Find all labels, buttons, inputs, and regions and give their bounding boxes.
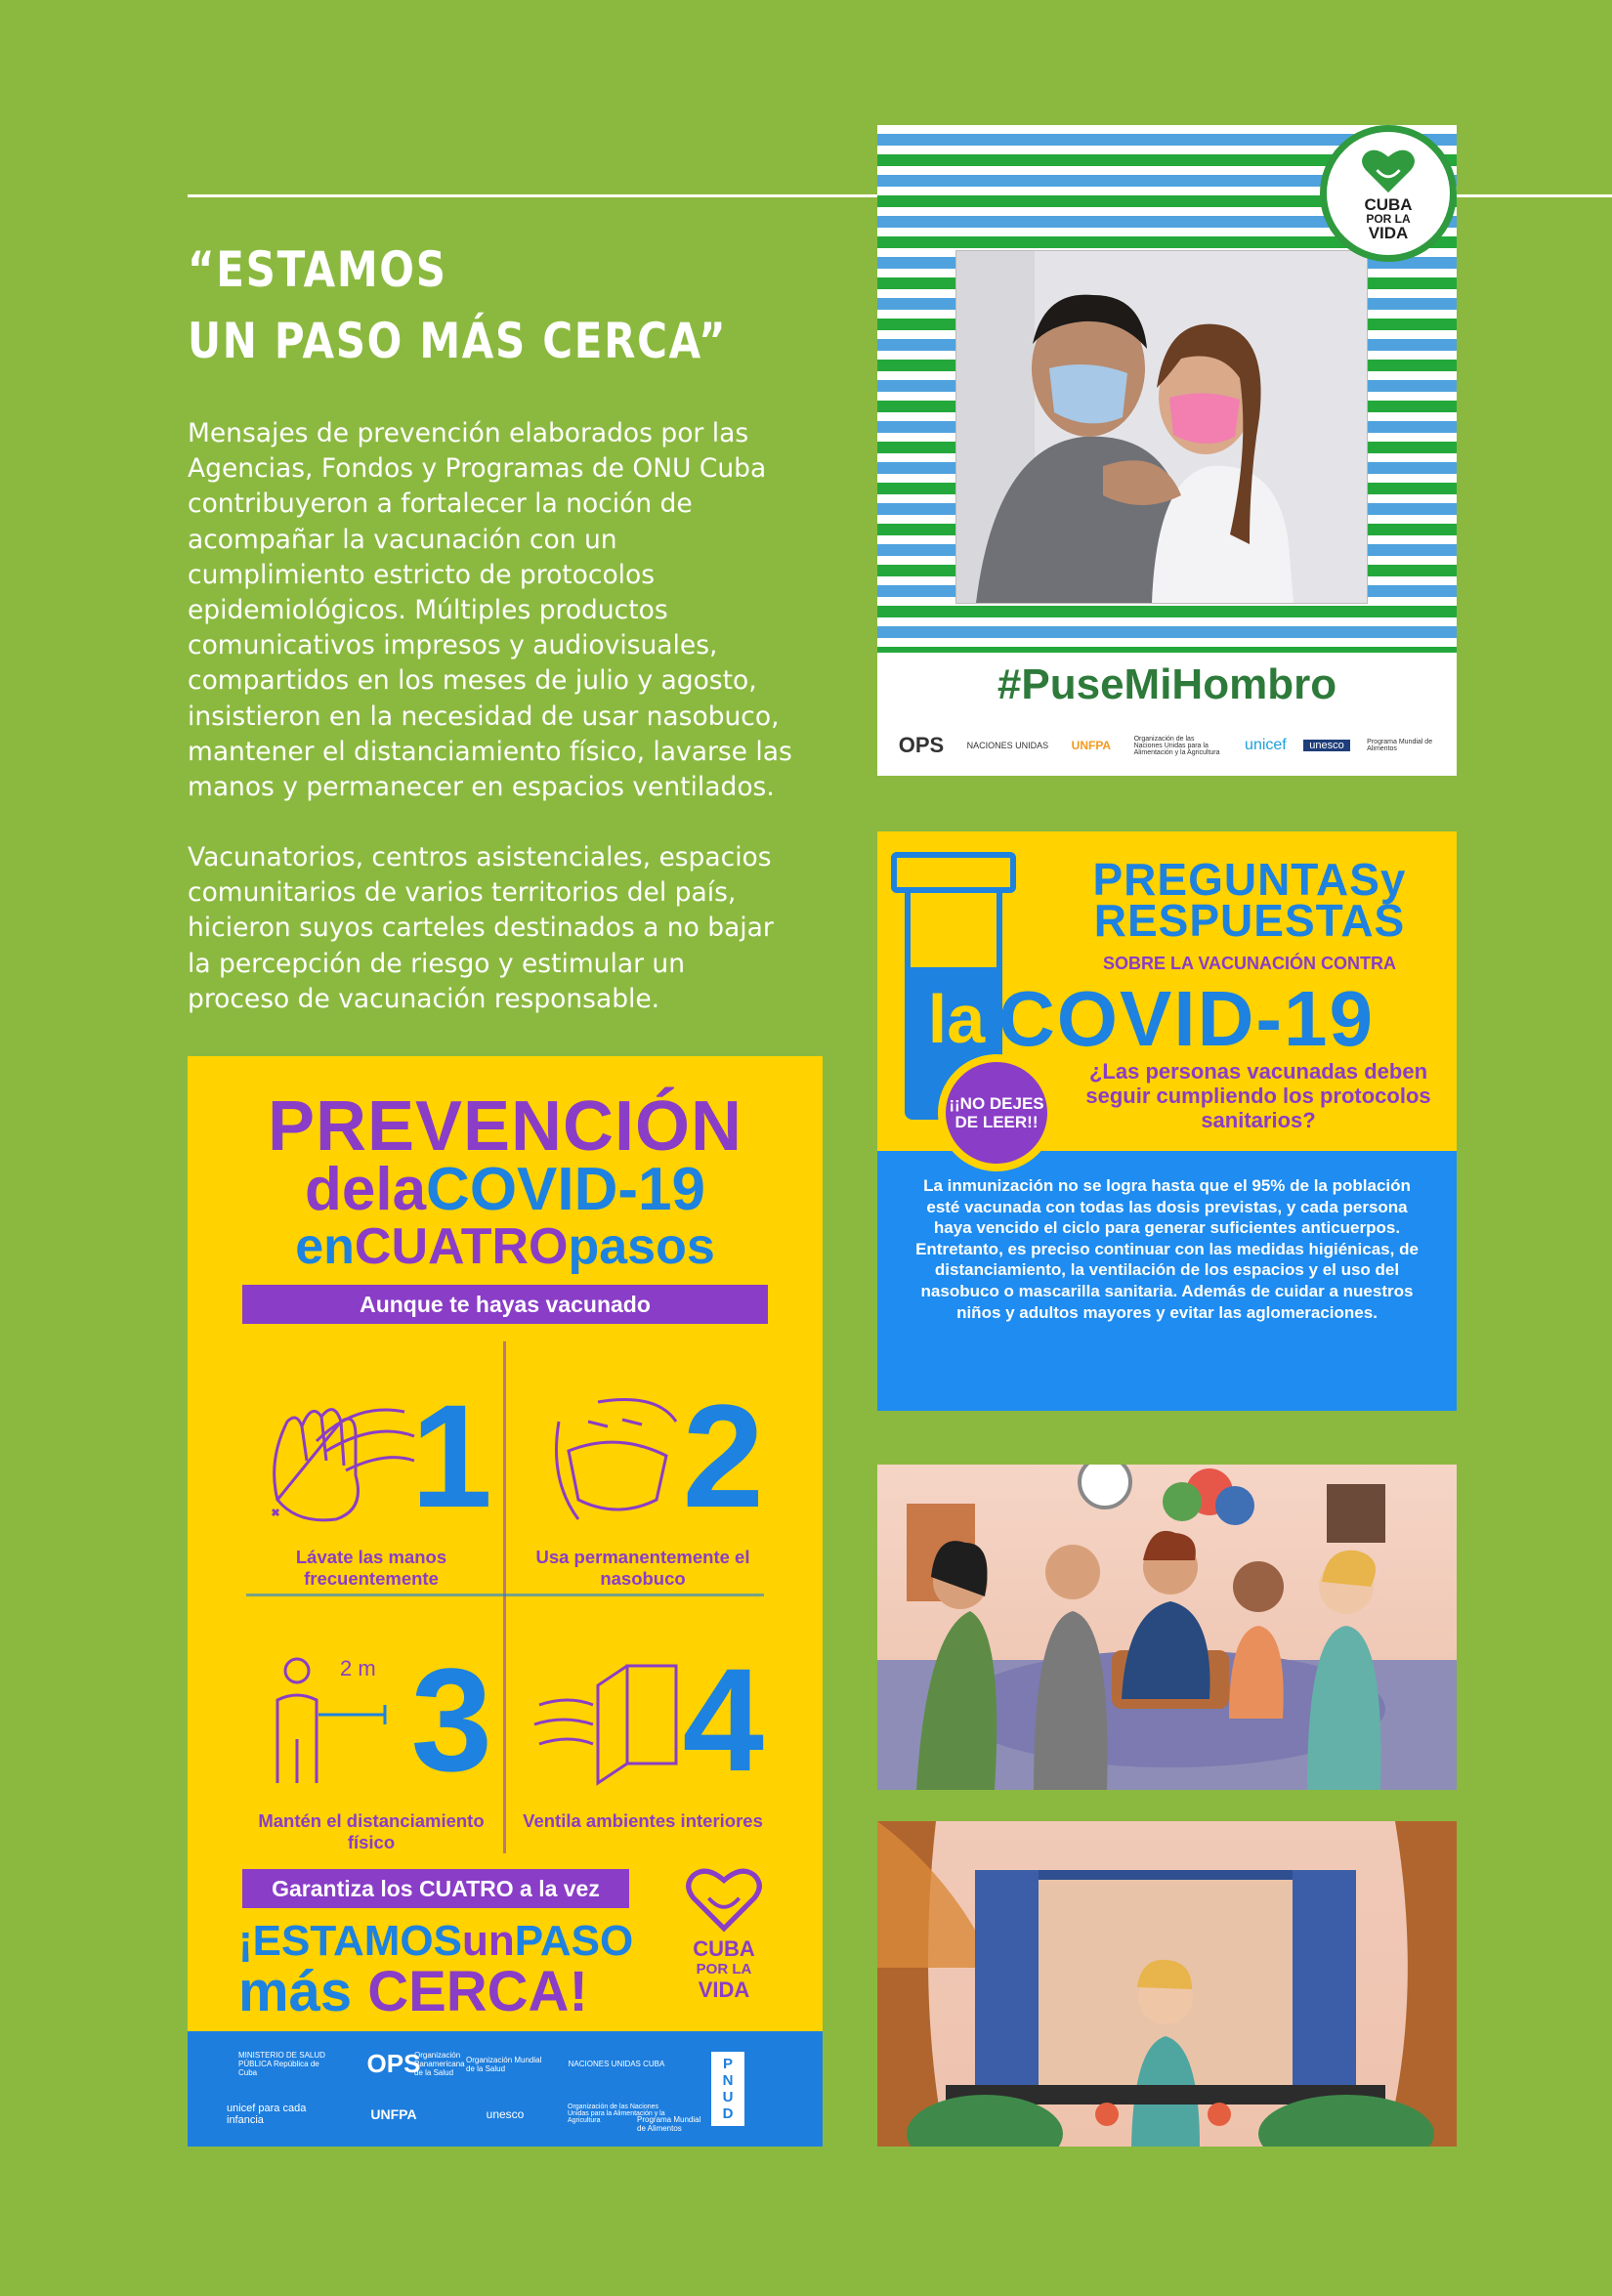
grid-vertical-divider — [503, 1341, 506, 1853]
partner-logos-strip — [877, 715, 1457, 776]
step-2-caption: Usa permanentemente el nasobuco — [535, 1547, 750, 1589]
qa-covid-title: COVID-19 — [998, 975, 1375, 1062]
grid-horizontal-divider — [246, 1594, 764, 1596]
poster-cuba-por-la-vida-logo — [670, 1865, 778, 2000]
article-paragraph-2: Vacunatorios, centros asistenciales, espacios comunitarios de varios territorios del país, hicieron suyos carteles destinados a no bajar la percepción de riesgo y estimular un proceso de vacunación responsable. — [188, 842, 774, 1014]
window-waving-illustration — [877, 1821, 1457, 2147]
person-distance-icon — [258, 1646, 424, 1793]
step-1 — [244, 1355, 498, 1590]
qa-header — [877, 831, 1457, 1151]
step-1-number: 1 — [410, 1374, 492, 1538]
step-1-caption: Lávate las manos frecuentemente — [295, 1547, 447, 1589]
oms-logo: Organización Mundial de la Salud — [466, 2055, 542, 2073]
qa-la: la — [914, 974, 998, 1064]
qa-heading-line-2: RESPUESTAS — [1093, 895, 1406, 946]
qa-question: ¿Las personas vacunadas deben seguir cumpliendo los protocolos sanitarios? — [1085, 1059, 1431, 1132]
unicef-logo: unicef para cada infancia — [227, 2102, 307, 2126]
poster-covid: COVID-19 — [426, 1156, 706, 1223]
face-mask-icon — [530, 1382, 696, 1529]
unicef-logo: unicef — [1245, 737, 1287, 753]
preguntas-respuestas-card — [877, 831, 1457, 1411]
slogan-line-2 — [238, 1960, 633, 2023]
poster-dela: dela — [304, 1156, 427, 1223]
step-2-number: 2 — [682, 1374, 764, 1538]
pnud-letter-d: D — [722, 2105, 734, 2122]
step-3 — [244, 1619, 498, 1853]
poster-partner-logos — [188, 2031, 823, 2147]
birthday-party-illustration — [877, 1465, 1457, 1790]
unfpa-logo: UNFPA — [1071, 739, 1112, 752]
no-dejes-de-leer-badge: ¡¡NO DEJES DE LEER!! — [938, 1054, 1055, 1171]
un-logo: NACIONES UNIDAS — [966, 741, 1049, 750]
fao-logo: Organización de las Naciones Unidas para la Alimentación y la Agricultura — [568, 2104, 665, 2124]
qa-heading — [1059, 854, 1440, 946]
heart-icon — [1358, 146, 1419, 196]
step-4-number: 4 — [682, 1637, 764, 1802]
logo-line-3: VIDA — [1368, 224, 1409, 242]
title-line-1: “ESTAMOS — [188, 241, 447, 298]
slogan-paso: PASO — [514, 1917, 634, 1965]
pnud-letter-n: N — [722, 2072, 734, 2089]
poster-cuatro: CUATRO — [354, 1218, 569, 1275]
step-4 — [516, 1619, 770, 1853]
qa-heading-line-1: PREGUNTASy — [1092, 854, 1407, 905]
step-3-caption: Mantén el distanciamiento físico — [258, 1810, 485, 1852]
article-paragraph-1: Mensajes de prevención elaborados por las Agencias, Fondos y Programas de ONU Cuba contribuyeron a fortalecer la noción de acompañar la vacunación con un cumplimiento estricto de protocolos epidemiológicos. Múltiples productos comunicativos impresos y audiovisuales, compartidos en los meses de julio y agosto, insistieron en la necesidad de usar nasobuco, mantener el distanciamiento físico, lavarse las manos y permanecer en espacios ventilados. — [188, 418, 792, 803]
party-scene-icon — [877, 1465, 1457, 1790]
minsap-logo: MINISTERIO DE SALUD PÚBLICA República de Cuba — [238, 2051, 325, 2077]
step-4-caption: Ventila ambientes interiores — [523, 1810, 763, 1831]
aunque-vacunado-bar: Aunque te hayas vacunado — [242, 1285, 768, 1324]
wfp-logo: Programa Mundial de Alimentos — [637, 2115, 701, 2133]
ops-logo: OPS — [898, 733, 945, 757]
poster-title-line-3 — [188, 1218, 823, 1275]
wfp-logo: Programa Mundial de Alimentos — [1367, 739, 1433, 752]
fao-logo: Organización de las Naciones Unidas para la Alimentación y la Agricultura — [1133, 735, 1220, 756]
window-scene-icon — [877, 1821, 1457, 2147]
slogan-estamos: ¡ESTAMOS — [238, 1917, 462, 1965]
qa-subheading: SOBRE LA VACUNACIÓN CONTRA — [1103, 954, 1396, 973]
unesco-logo: unesco — [1303, 740, 1349, 751]
photo-man-and-girl — [955, 250, 1368, 604]
vial-cap — [891, 852, 1016, 893]
title-line-2: UN PASO MÁS CERCA” — [188, 313, 728, 369]
poster-en: en — [295, 1218, 355, 1275]
article-title — [188, 234, 727, 377]
ops-logo: OPS — [366, 2049, 421, 2078]
unesco-logo: unesco — [486, 2106, 525, 2121]
open-window-icon — [530, 1646, 696, 1793]
poster-title-line-2 — [188, 1158, 823, 1222]
poster-logo-line-3: VIDA — [698, 1977, 750, 2002]
hands-washing-icon — [258, 1382, 424, 1529]
slogan-un: un — [461, 1917, 515, 1965]
distance-label: 2 m — [340, 1656, 376, 1680]
photo-illustration — [956, 251, 1367, 603]
poster-pasos: pasos — [568, 1218, 715, 1275]
slogan-mas: más — [238, 1960, 353, 2023]
garantiza-cuatro-bar: Garantiza los CUATRO a la vez — [242, 1869, 629, 1908]
logo-line-2: POR LA — [1366, 212, 1411, 226]
prevencion-covid-poster — [188, 1056, 823, 2147]
poster-logo-line-2: POR LA — [696, 1961, 752, 1977]
pusemihombro-photo-card — [877, 125, 1457, 776]
un-cuba-logo: NACIONES UNIDAS CUBA — [568, 2060, 665, 2068]
step-2 — [516, 1355, 770, 1590]
heart-icon — [680, 1865, 768, 1934]
pnud-letter-p: P — [722, 2056, 733, 2072]
pnud-logo — [711, 2052, 744, 2126]
poster-slogan — [238, 1916, 634, 2023]
hashtag-pusemihombro: #PuseMiHombro — [877, 653, 1457, 717]
logo-line-1: CUBA — [1364, 195, 1413, 214]
ops-text: Organización Panamericana de la Salud — [414, 2051, 465, 2077]
unfpa-logo: UNFPA — [370, 2105, 417, 2122]
poster-title: PREVENCIÓN — [267, 1087, 743, 1166]
qa-answer: La inmunización no se logra hasta que el 95% de la población esté vacunada con todas las dosis previstas, y cada persona haya vencido el ciclo para generar suficientes anticuerpos. Entretanto, es preciso continuar con las medidas higiénicas, de distanciamiento, la ventilación de los espacios y el uso del nasobuco o mascarilla sanitaria. Además de cuidar a nuestros niños y adultos mayores y evitar las aglomeraciones. — [915, 1176, 1419, 1322]
cuba-por-la-vida-logo — [1320, 125, 1457, 262]
slogan-cerca: CERCA! — [367, 1960, 588, 2023]
pnud-letter-u: U — [722, 2089, 734, 2105]
poster-logo-line-1: CUBA — [693, 1936, 755, 1961]
step-3-number: 3 — [410, 1637, 492, 1802]
